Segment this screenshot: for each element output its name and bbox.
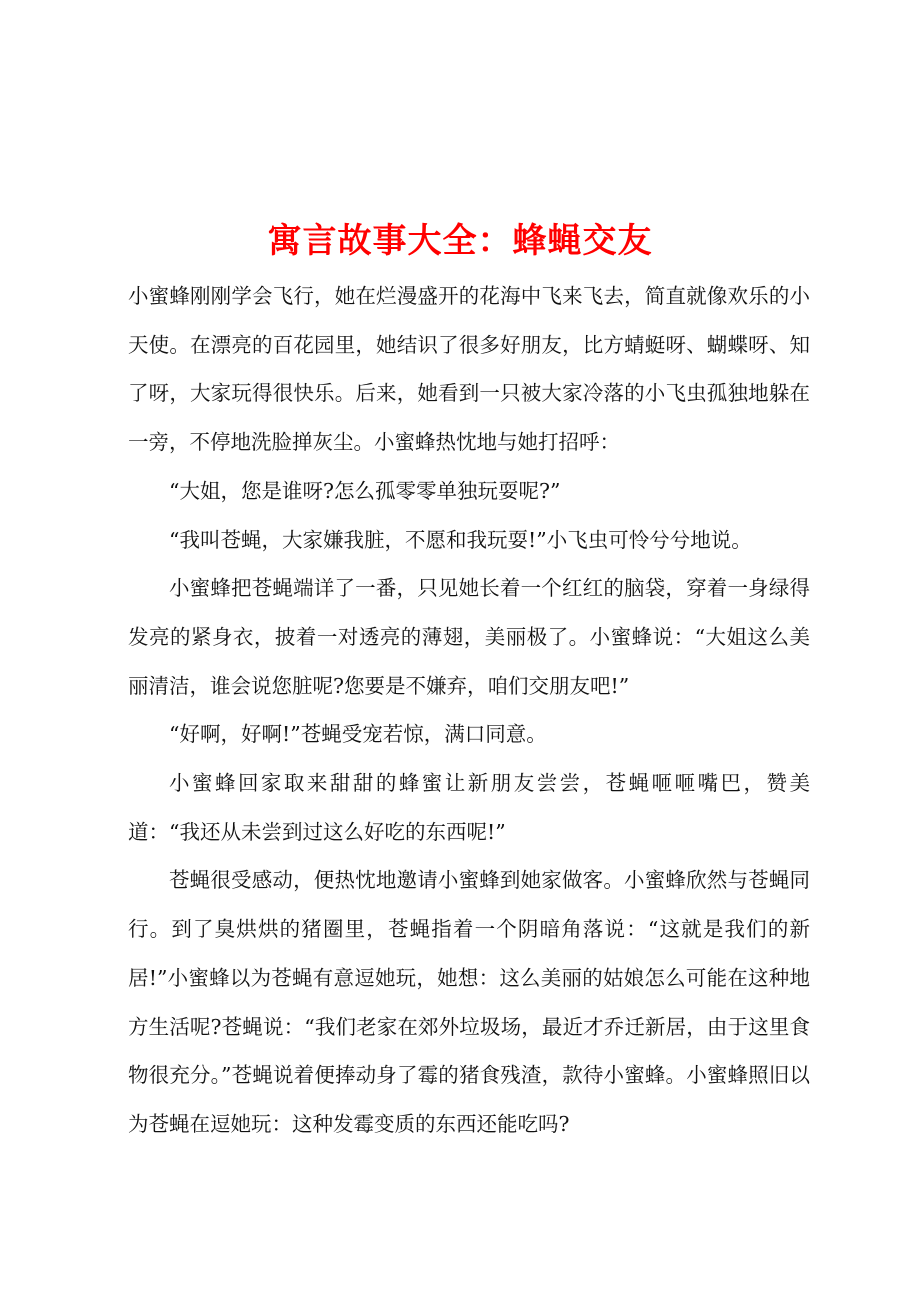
paragraph: 小蜜蜂回家取来甜甜的蜂蜜让新朋友尝尝，苍蝇咂咂嘴巴，赞美道：“我还从未尝到过这么好吃的东西呢!” [128, 771, 810, 844]
paragraph: 苍蝇很受感动，便热忱地邀请小蜜蜂到她家做客。小蜜蜂欣然与苍蝇同行。到了臭烘烘的猪圈里，苍蝇指着一个阴暗角落说：“这就是我们的新居!”小蜜蜂以为苍蝇有意逗她玩，她想：这么美丽的姑娘怎么可能在这种地方生活呢?苍蝇说：“我们老家在郊外垃圾场，最近才乔迁新居，由于这里食物很充分。”苍蝇说着便捧动身了霉的猪食残渣，款待小蜜蜂。小蜜蜂照旧以为苍蝇在逗她玩：这种发霉变质的东西还能吃吗? [128, 868, 810, 1136]
paragraph: 小蜜蜂把苍蝇端详了一番，只见她长着一个红红的脑袋，穿着一身绿得发亮的紧身衣，披着一对透亮的薄翅，美丽极了。小蜜蜂说：“大姐这么美丽清洁，谁会说您脏呢?您要是不嫌弃，咱们交朋友吧!” [128, 576, 810, 698]
paragraph: “我叫苍蝇，大家嫌我脏，不愿和我玩耍!”小飞虫可怜兮兮地说。 [169, 527, 752, 552]
document-body [128, 272, 810, 1149]
paragraph: “大姐，您是谁呀?怎么孤零零单独玩耍呢?” [169, 478, 561, 503]
paragraph: 小蜜蜂刚刚学会飞行，她在烂漫盛开的花海中飞来飞去，简直就像欢乐的小天使。在漂亮的百花园里，她结识了很多好朋友，比方蜻蜓呀、蝴蝶呀、知了呀，大家玩得很快乐。后来，她看到一只被大家冷落的小飞虫孤独地躲在一旁，不停地洗脸掸灰尘。小蜜蜂热忱地与她打招呼： [128, 284, 810, 455]
document-title: 寓言故事大全：蜂蝇交友 [267, 220, 653, 261]
paragraph: “好啊，好啊!”苍蝇受宠若惊，满口同意。 [169, 722, 547, 747]
